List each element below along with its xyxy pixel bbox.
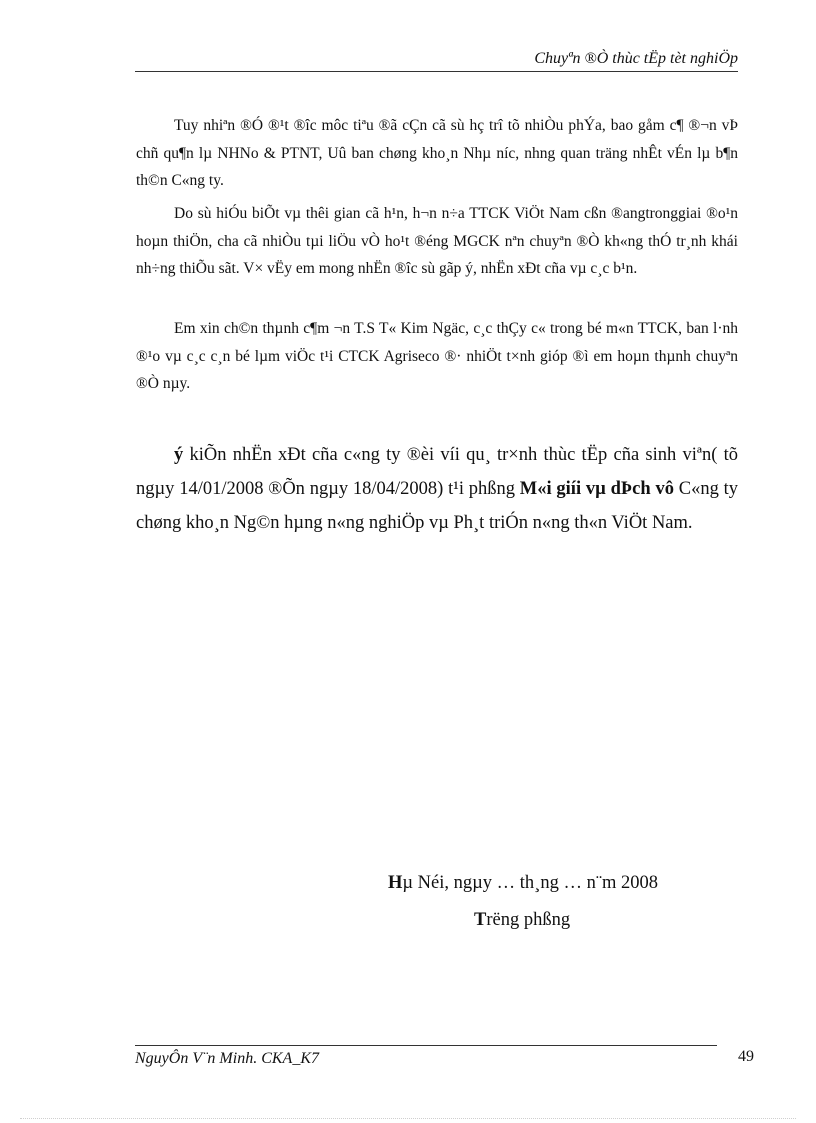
footer-rule [135,1045,717,1046]
page-bottom-edge [20,1118,796,1119]
signature-date-initial: H [388,873,403,893]
department-name: M«i giíi vµ dÞch vô [519,479,674,499]
header-rule [135,71,738,72]
opinion-text-2: C«ng ty chøng kho¸n Ng©n hµng n«ng nghiÖp vµ Ph¸t triÓn n«ng th«n ViÖt Nam. [136,479,739,533]
page-header-title: Chuyªn ®Ò thùc tËp tèt nghiÖp [534,50,738,67]
opinion-lead: ý [174,445,184,465]
signature-role-initial: T [474,910,487,930]
signature-role [474,910,570,931]
footer-author: NguyÔn V¨n Minh. CKA_K7 [135,1050,319,1067]
signature-role-text: rëng phßng [486,910,571,930]
paragraph-2: Do sù hiÓu biÕt vµ thêi gian cã h¹n, h¬n n÷a TTCK ViÖt Nam cßn ®angtronggiai ®o¹n hoµn thiÖn, cha cã nhiÒu tµi liÖu vÒ ho¹t ®éng MGCK nªn chuyªn ®Ò kh«ng thÓ tr¸nh khái nh÷ng thiÕu sãt. V× vËy em mong nhËn ®îc sù gãp ý, nhËn xÐt cña vµ c¸c b¹n. [136,205,738,277]
paragraph-3: Em xin ch©n thµnh c¶m ¬n T.S T« Kim Ngäc, c¸c thÇy c« trong bé m«n TTCK, ban l·nh ®¹o vµ c¸c c¸n bé lµm viÖc t¹i CTCK Agriseco ®· nhiÖt t×nh gióp ®ì em hoµn thµnh chuyªn ®Ò nµy. [136,320,738,392]
opinion-text-1: kiÕn nhËn xÐt cña c«ng ty ®èi víi qu¸ tr×nh thùc tËp cña sinh viªn( tõ ngµy 14/01/2008 ®Õn ngµy 18/04/2008) t¹i phßng [136,445,738,499]
signature-date [388,873,658,894]
paragraph-1: Tuy nhiªn ®Ó ®¹t ®îc môc tiªu ®ã cÇn cã sù hç trî tõ nhiÒu phÝa, bao gåm c¶ ®¬n vÞ chñ qu¶n lµ NHNo & PTNT, Uû ban chøng kho¸n Nhµ níc, nhng quan träng nhÊt vÉn lµ b¶n th©n C«ng ty. [136,117,738,189]
opinion-paragraph [136,438,738,540]
page-number: 49 [738,1048,754,1065]
signature-date-text: µ Néi, ngµy … th¸ng … n¨m 2008 [402,873,659,893]
